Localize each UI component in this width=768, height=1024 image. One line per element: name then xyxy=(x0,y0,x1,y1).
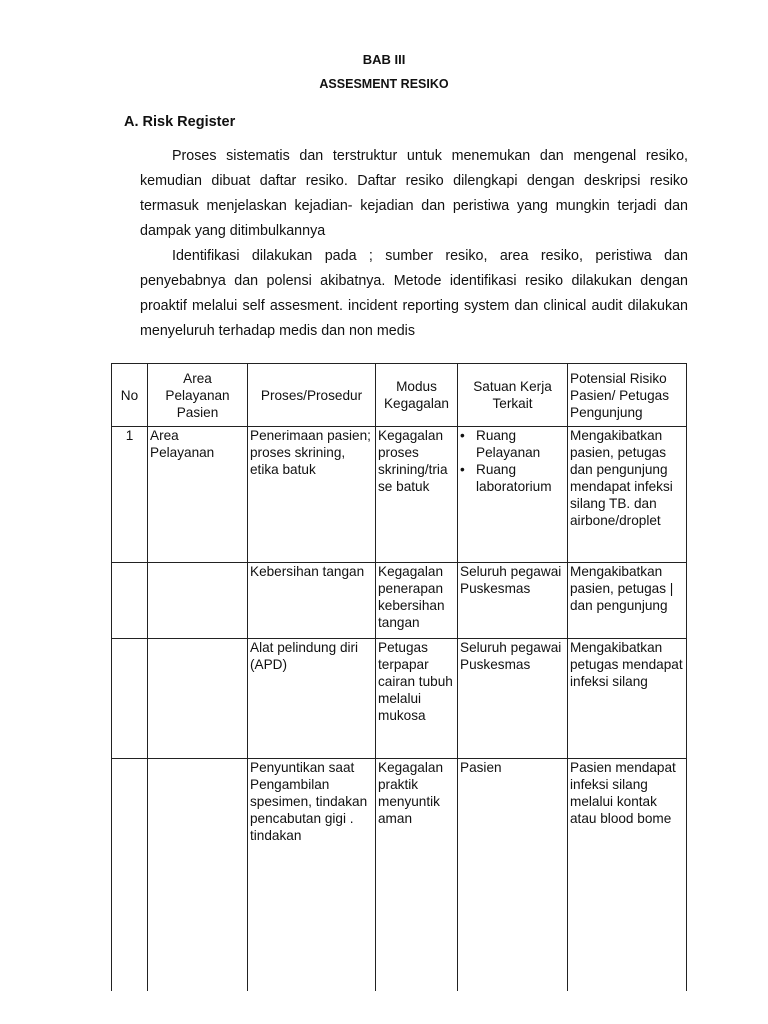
cell-no xyxy=(112,639,148,759)
risk-register-table xyxy=(111,363,687,991)
cell-modus: Kegagalan penerapan kebersihan tangan xyxy=(376,563,458,639)
paragraph: Proses sistematis dan terstruktur untuk menemukan dan mengenal resiko, kemudian dibuat daftar resiko. Daftar resiko dilengkapi dengan deskripsi resiko termasuk menjelaskan kejadian- kejadian dan peristiwa yang mungkin terjadi dan dampak yang ditimbulkannya xyxy=(140,148,688,239)
chapter-subtitle: ASSESMENT RESIKO xyxy=(319,77,449,91)
header-satuan: Satuan Kerja Terkait xyxy=(458,364,568,427)
cell-area xyxy=(148,563,248,639)
header-potensial: Potensial Risiko Pasien/ Petugas Pengunjung xyxy=(568,364,687,427)
section-heading: A. Risk Register xyxy=(124,114,236,130)
list-item: • Ruang Pelayanan xyxy=(460,427,565,461)
cell-no: 1 xyxy=(112,427,148,563)
cell-modus: Kegagalan praktik menyuntik aman xyxy=(376,759,458,991)
table-row xyxy=(112,639,687,759)
cell-satuan: Seluruh pegawai Puskesmas xyxy=(458,639,568,759)
cell-satuan: Pasien xyxy=(458,759,568,991)
cell-proses: Penyuntikan saat Pengambilan spesimen, tindakan pencabutan gigi . tindakan xyxy=(248,759,376,991)
section-body xyxy=(140,144,688,344)
cell-modus: Petugas terpapar cairan tubuh melalui mukosa xyxy=(376,639,458,759)
list-item: • Ruang laboratorium xyxy=(460,461,565,495)
cell-potensial: Mengakibatkan pasien, petugas | dan pengunjung xyxy=(568,563,687,639)
cell-proses: Kebersihan tangan xyxy=(248,563,376,639)
satuan-list xyxy=(460,427,565,495)
table-row xyxy=(112,759,687,991)
table-header-row xyxy=(112,364,687,427)
cell-potensial: Pasien mendapat infeksi silang melalui kontak atau blood bome xyxy=(568,759,687,991)
chapter-title: BAB III xyxy=(362,52,406,67)
table-row xyxy=(112,563,687,639)
cell-area xyxy=(148,759,248,991)
cell-area xyxy=(148,639,248,759)
header-modus: Modus Kegagalan xyxy=(376,364,458,427)
cell-potensial: Mengakibatkan pasien, petugas dan pengunjung mendapat infeksi silang TB. dan airbone/droplet xyxy=(568,427,687,563)
paragraph: Identifikasi dilakukan pada ; sumber resiko, area resiko, peristiwa dan penyebabnya dan polensi akibatnya. Metode identifikasi resiko dilakukan dengan proaktif melalui self assesment. incident reporting system dan clinical audit dilakukan menyeluruh terhadap medis dan non medis xyxy=(140,248,688,339)
table-row xyxy=(112,427,687,563)
cell-satuan xyxy=(458,427,568,563)
cell-potensial: Mengakibatkan petugas mendapat infeksi silang xyxy=(568,639,687,759)
cell-proses: Penerimaan pasien; proses skrining, etika batuk xyxy=(248,427,376,563)
cell-modus: Kegagalan proses skrining/tria se batuk xyxy=(376,427,458,563)
header-no: No xyxy=(112,364,148,427)
header-proses: Proses/Prosedur xyxy=(248,364,376,427)
cell-area: Area Pelayanan xyxy=(148,427,248,563)
cell-no xyxy=(112,759,148,991)
cell-proses: Alat pelindung diri (APD) xyxy=(248,639,376,759)
cell-no xyxy=(112,563,148,639)
header-area: Area Pelayanan Pasien xyxy=(148,364,248,427)
cell-satuan: Seluruh pegawai Puskesmas xyxy=(458,563,568,639)
